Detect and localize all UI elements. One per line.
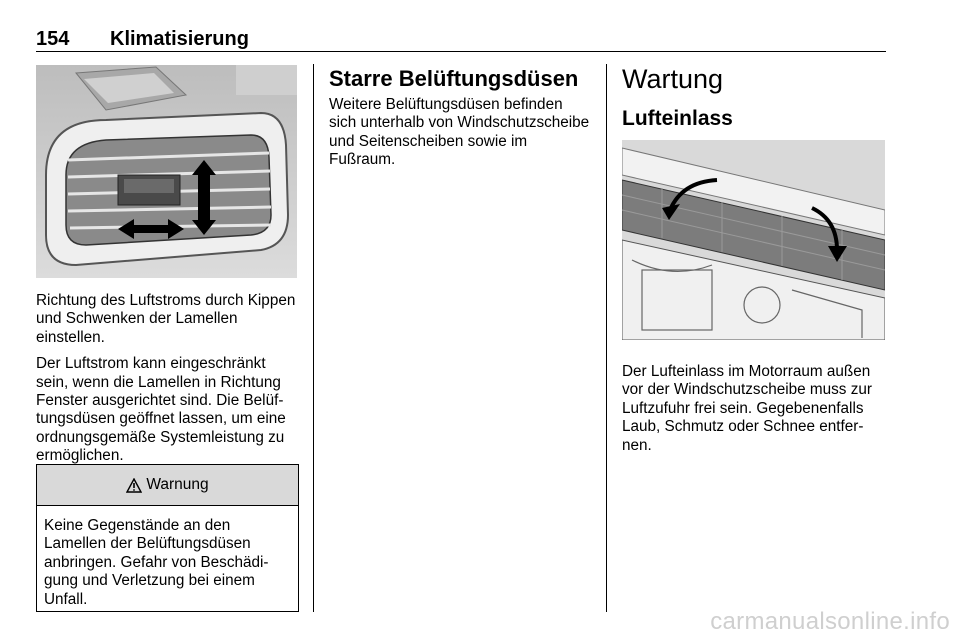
column-divider-2 <box>606 64 607 612</box>
warning-title: Warnung <box>146 476 209 493</box>
warning-triangle-icon <box>126 478 142 493</box>
chapter-title: Klimatisierung <box>110 28 249 50</box>
air-vent-figure <box>36 65 297 278</box>
warning-box <box>36 464 299 612</box>
warning-text: Keine Gegenstände an den Lamellen der Belüftungsdüsen anbringen. Gefahr von Beschädigung und Verletzung bei einem Unfall. <box>44 517 269 608</box>
air-intake-text: Der Lufteinlass im Motorraum außen vor der Windschutzscheibe muss zur Luftzufuhr frei sein. Gegebenenfalls Laub, Schmutz oder Schnee entfernen. <box>622 363 872 454</box>
maintenance-heading: Wartung <box>622 64 724 94</box>
air-intake-figure <box>622 140 885 340</box>
watermark: carmanualsonline.info <box>710 608 950 635</box>
rigid-vents-text: Weitere Belüftungsdüsen befinden sich unterhalb von Windschutzscheibe und Seitenscheiben sowie im Fußraum. <box>329 96 590 169</box>
page-number: 154 <box>36 28 70 50</box>
rigid-vents-heading: Starre Belüftungsdüsen <box>329 66 579 91</box>
header-rule <box>36 51 886 52</box>
column-divider-1 <box>313 64 314 612</box>
air-intake-heading: Lufteinlass <box>622 107 733 130</box>
air-intake-illustration <box>622 140 885 340</box>
column-1-text <box>36 292 298 474</box>
air-vent-illustration <box>36 65 297 278</box>
warning-header <box>37 465 298 506</box>
page-header <box>36 28 886 52</box>
airflow-restriction-paragraph: Der Luftstrom kann eingeschränkt sein, wenn die Lamellen in Richtung Fenster ausgerichtet sind. Die Belüftungsdüsen geöffnet lassen, um eine ordnungsgemäße Systemleistung zu ermöglichen. <box>36 355 286 465</box>
airflow-direction-paragraph: Richtung des Luftstroms durch Kippen und Schwenken der Lamellen einstellen. <box>36 292 296 346</box>
